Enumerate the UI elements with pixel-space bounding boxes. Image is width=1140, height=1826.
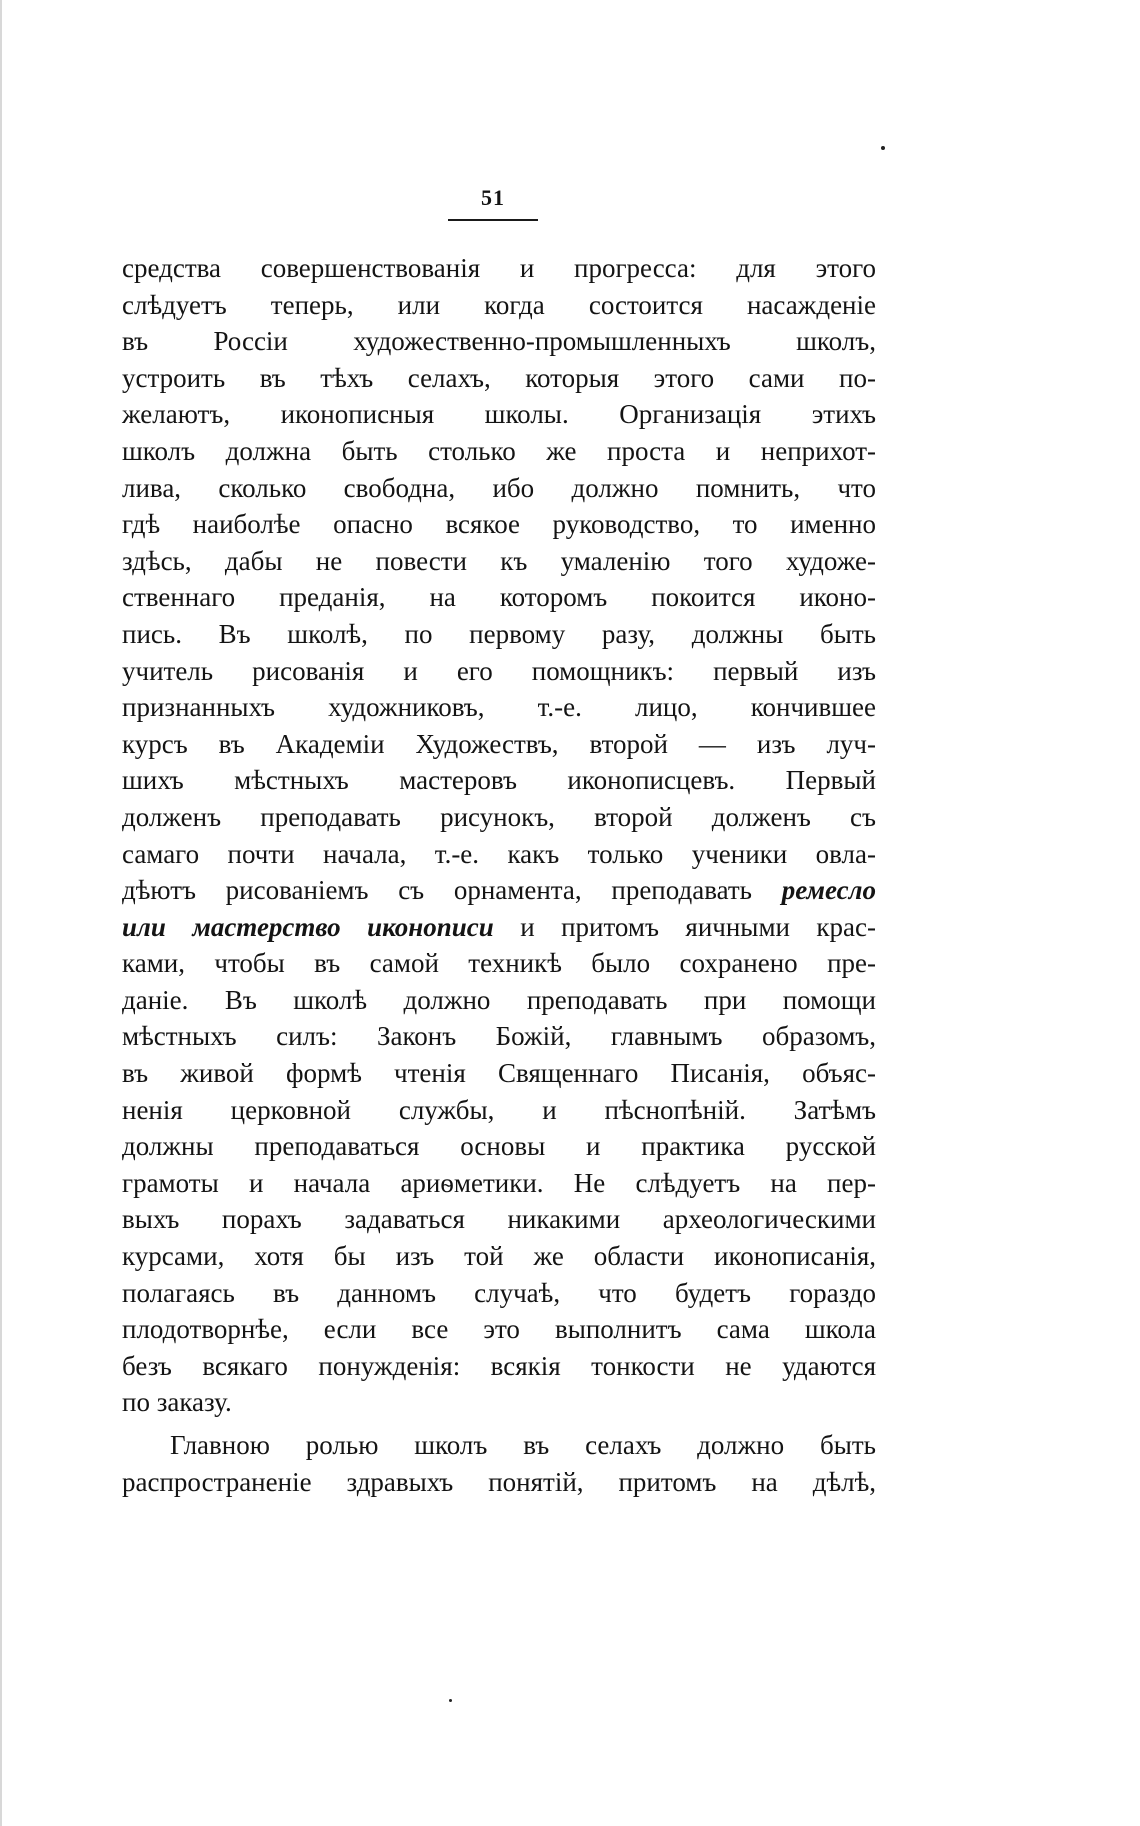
text-line: даніе. Въ школѣ должно преподавать при помощи <box>122 984 876 1015</box>
text-line: мѣстныхъ силъ: Законъ Божій, главнымъ образомъ, <box>122 1021 876 1052</box>
text-line: пись. Въ школѣ, по первому разу, должны быть <box>122 618 876 649</box>
text-line: ственнаго преданія, на которомъ покоится иконо- <box>122 582 876 613</box>
text-line: курсами, хотя бы изъ той же области иконописанія, <box>122 1241 876 1272</box>
italic-emphasis: или мастерство иконописи <box>122 911 494 942</box>
text-line: полагаясь въ данномъ случаѣ, что будетъ гораздо <box>122 1277 876 1308</box>
text-line: долженъ преподавать рисунокъ, второй долженъ съ <box>122 801 876 832</box>
page-number-rule <box>448 219 538 221</box>
body-text <box>122 250 876 1500</box>
text-line: гдѣ наиболѣе опасно всякое руководство, то именно <box>122 509 876 540</box>
text-line: школъ должна быть столько же проста и неприхот- <box>122 435 876 466</box>
text-line: въ живой формѣ чтенія Священнаго Писанія, объяс- <box>122 1058 876 1089</box>
text-line: безъ всякаго понужденія: всякія тонкости не удаются <box>122 1350 876 1381</box>
text-line: желаютъ, иконописныя школы. Организація этихъ <box>122 399 876 430</box>
text-line: ненія церковной службы, и пѣснопѣній. Затѣмъ <box>122 1094 876 1125</box>
text-line: курсъ въ Академіи Художествъ, второй — изъ луч- <box>122 728 876 759</box>
page-number: 51 <box>481 185 505 210</box>
text-line: по заказу. <box>122 1387 232 1418</box>
text-line: распространеніе здравыхъ понятій, притомъ на дѣлѣ, <box>122 1466 876 1497</box>
text-line: здѣсь, дабы не повести къ умаленію того художе- <box>122 545 876 576</box>
text-line: шихъ мѣстныхъ мастеровъ иконописцевъ. Первый <box>122 765 876 796</box>
text-line: учитель рисованія и его помощникъ: первый изъ <box>122 655 876 686</box>
text-line: лива, сколько свободна, ибо должно помнить, что <box>122 472 876 503</box>
ink-speck <box>449 1699 452 1702</box>
text-line: устроить въ тѣхъ селахъ, которыя этого сами по- <box>122 362 876 393</box>
text-run: дѣютъ рисованіемъ съ орнамента, преподавать <box>122 875 782 906</box>
text-line: плодотворнѣе, если все это выполнитъ сама школа <box>122 1314 876 1345</box>
text-line: слѣдуетъ теперь, или когда состоится насажденіе <box>122 289 876 320</box>
italic-emphasis: ремесло <box>781 875 876 906</box>
text-line: грамоты и начала ариѳметики. Не слѣдуетъ на пер- <box>122 1167 876 1198</box>
text-line: самаго почти начала, т.-е. какъ только ученики овла- <box>122 838 876 869</box>
text-line: признанныхъ художниковъ, т.-е. лицо, кончившее <box>122 692 876 723</box>
text-line: выхъ порахъ задаваться никакими археологическими <box>122 1204 876 1235</box>
ink-speck <box>881 146 885 150</box>
text-line <box>122 872 876 909</box>
text-run: и притомъ яичными крас- <box>493 911 876 942</box>
text-line: въ Россіи художественно-промышленныхъ школъ, <box>122 326 876 357</box>
text-line: средства совершенствованія и прогресса: для этого <box>122 253 876 283</box>
text-line: ками, чтобы въ самой техникѣ было сохранено пре- <box>122 948 876 979</box>
text-line <box>122 909 876 946</box>
text-line: Главною ролью школъ въ селахъ должно быть <box>170 1430 876 1460</box>
text-line: должны преподаваться основы и практика русской <box>122 1131 876 1162</box>
page-edge <box>0 0 2 1826</box>
